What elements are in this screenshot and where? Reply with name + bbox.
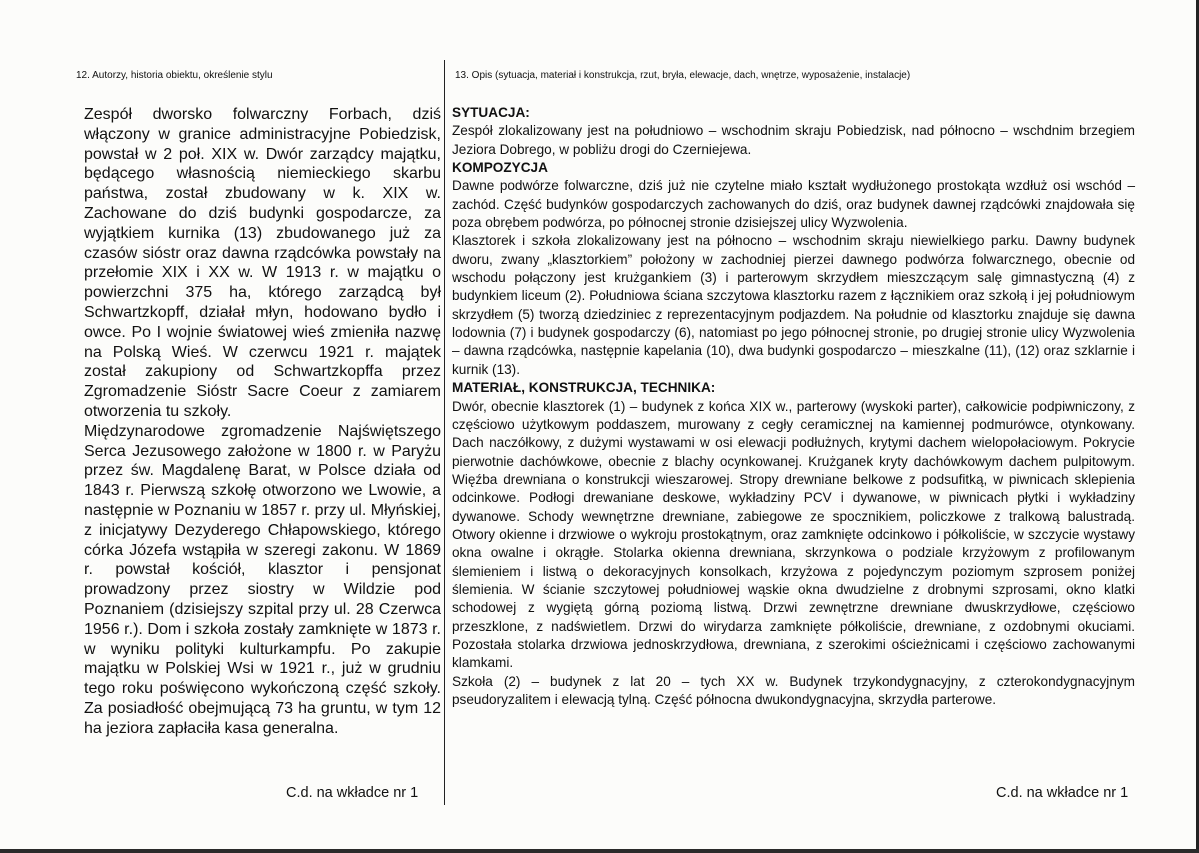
right-section-header: 13. Opis (sytuacja, materiał i konstrukcja, rzut, bryła, elewacje, dach, wnętrze, wyposażenie, instalacje)	[455, 70, 911, 81]
kompozycja-paragraph-2: Klasztorek i szkoła zlokalizowany jest na północno – wschodnim skraju niewielkiego parku. Dawny budynek dworu, zwany „klasztorkiem” położony w zachodniej pierzei dawnego podwórza folwarcznego, obecnie od wschodu połączony jest krużgankiem (3) i parterowym skrzydłem mieszczącym salę gimnastyczną (4) z budynkiem liceum (2). Południowa ściana szczytowa klasztorku razem z łącznikiem oraz szkołą i jej południowym skrzydłem (5) tworzą dziedziniec z reprezentacyjnym podjazdem. Na południe od klasztorku znajduje się dawna lodownia (7) i budynek gospodarczy (6), natomiast po jego północnej stronie, po drugiej stronie ulicy Wyzwolenia – dawna rządcówka, następnie kapelania (10), dwa budynki gospodarczo – mieszkalne (11), (12) oraz szklarnie i kurnik (13).	[452, 233, 1135, 377]
material-paragraph-2: Szkoła (2) – budynek z lat 20 – tych XX w. Budynek trzykondygnacyjny, z czterokondygnacyjnym pseudoryzalitem i elewacją tylną. Część północna dwukondygnacyjna, skrzydła parterowe.	[452, 673, 1135, 707]
heading-sytuacja: SYTUACJA:	[452, 105, 530, 120]
left-section-header: 12. Autorzy, historia obiektu, określenie stylu	[76, 70, 273, 81]
material-paragraph-1: Dwór, obecnie klasztorek (1) – budynek z końca XIX w., parterowy (wyskoki parter), całkowicie podpiwniczony, z częściowo użytkowym poddaszem, murowany z cegły ceramicznej na kamiennej podmurówce, otynkowany. Dach naczółkowy, z dużymi wystawami w osi elewacji podłużnych, krytymi dachem wielopołaciowym. Pokrycie pierwotnie dachówkowe, obecnie z blachy ocynkowanej. Krużganek kryty dachówkowym dachem pulpitowym. Więźba drewniana o konstrukcji wieszarowej. Stropy drewniane belkowe z podsufitką, w piwnicach sklepienia odcinkowe. Podłogi drewaniane deskowe, wykładziny PCV i dywanowe, w piwnicach płytki i wykładziny dywanowe. Schody wewnętrzne drewniane, zabiegowe ze spocznikiem, policzkowe z tralkową balustradą. Otwory okienne i drzwiowe o wykroju prostokątnym, oraz zamknięte odcinkowo i półkoliście, w szczycie wystawy okna owalne i okrągłe. Stolarka okienna drewniana, skrzynkowa o podziale krzyżowym z profilowanym ślemieniem i listwą o dekoracyjnych konsolkach, krzyżowa z pojedynczym poziomym szprosem poniżej ślemienia. W ścianie szczytowej południowej wąskie okna dwudzielne z drobnymi szprosami, okno klatki schodowej z wygiętą górną poziomą listwą. Drzwi zewnętrzne drewniane dwuskrzydłowe, częściowo przeszklone, z nadświetlem. Drzwi do wirydarza zamknięte półkoliście, drewniane, z ozdobnymi okuciami. Pozostała stolarka drzwiowa jednoskrzydłowa, drewniana, z szerokimi ościeżnicami i częściowo zachowanymi klamkami.	[452, 398, 1135, 671]
right-continuation-note: C.d. na wkładce nr 1	[996, 785, 1129, 801]
column-divider	[444, 60, 445, 805]
heading-kompozycja: KOMPOZYCJA	[452, 160, 548, 176]
left-continuation-note: C.d. na wkładce nr 1	[286, 785, 419, 801]
scan-edge-bottom	[0, 849, 1199, 853]
history-paragraph-1: Zespół dworsko folwarczny Forbach, dziś włączony w granice administracyjne Pobiedzisk, powstał w 2 poł. XIX w. Dwór zarządcy majątku, będącego własnością niemieckiego skarbu państwa, został zbudowany w k. XIX w. Zachowane do dziś budynki gospodarcze, za wyjątkiem kurnika (13) zbudowanego już za czasów sióstr oraz dawna rządcówka powstały na przełomie XIX i XX w. W 1913 r. w majątku o powierzchni 375 ha, którego zarządcą był Schwartzkopff, działał młyn, hodowano bydło i owce. Po I wojnie światowej wieś zmieniła nazwę na Polską Wieś. W czerwcu 1921 r. majątek został zakupiony od Schwartzkopffa przez Zgromadzenie Sióstr Sacre Coeur z zamiarem otworzenia tu szkoły.	[84, 106, 441, 420]
kompozycja-paragraph-1: Dawne podwórze folwarczne, dziś już nie czytelne miało kształt wydłużonego prostokąta wzdłuż osi wschód – zachód. Część budynków gospodarczych zachowanych do dziś, oraz budynek dawnej rządcówki znajdowała się poza obrębem podwórza, po północnej stronie dzisiejszej ulicy Wyzwolenia.	[452, 178, 1135, 231]
sytuacja-paragraph: Zespół zlokalizowany jest na południowo – wschodnim skraju Pobiedzisk, nad północno – wschdnim brzegiem Jeziora Dobrego, w pobliżu drogi do Czerniejewa.	[452, 123, 1135, 157]
heading-material: MATERIAŁ, KONSTRUKCJA, TECHNIKA:	[452, 380, 716, 396]
history-paragraph-2: Międzynarodowe zgromadzenie Najświętszego Serca Jezusowego założone w 1800 r. w Paryżu przez św. Magdalenę Barat, w Polsce działa od 1843 r. Pierwszą szkołę otworzono we Lwowie, a następnie w Poznaniu w 1857 r. przy ul. Młyńskiej, z inicjatywy Dezyderego Chłapowskiego, którego córka Józefa wstąpiła w szeregi zakonu. W 1869 r. powstał kościół, klasztor i pensjonat prowadzony przez siostry w Wildzie pod Poznaniem (dzisiejszy szpital przy ul. 28 Czerwca 1956 r.). Dom i szkoła zostały zamknięte w 1873 r. w wyniku polityki kulturkampfu. Po zakupie majątku w Polskiej Wsi w 1921 r., już w grudniu tego roku poświęcono wykończoną część szkoły. Za posiadłość obejmującą 73 ha gruntu, w tym 12 ha jeziora zapłaciła kasa generalna.	[84, 422, 441, 737]
description-column	[452, 104, 1135, 709]
history-column	[84, 105, 441, 739]
